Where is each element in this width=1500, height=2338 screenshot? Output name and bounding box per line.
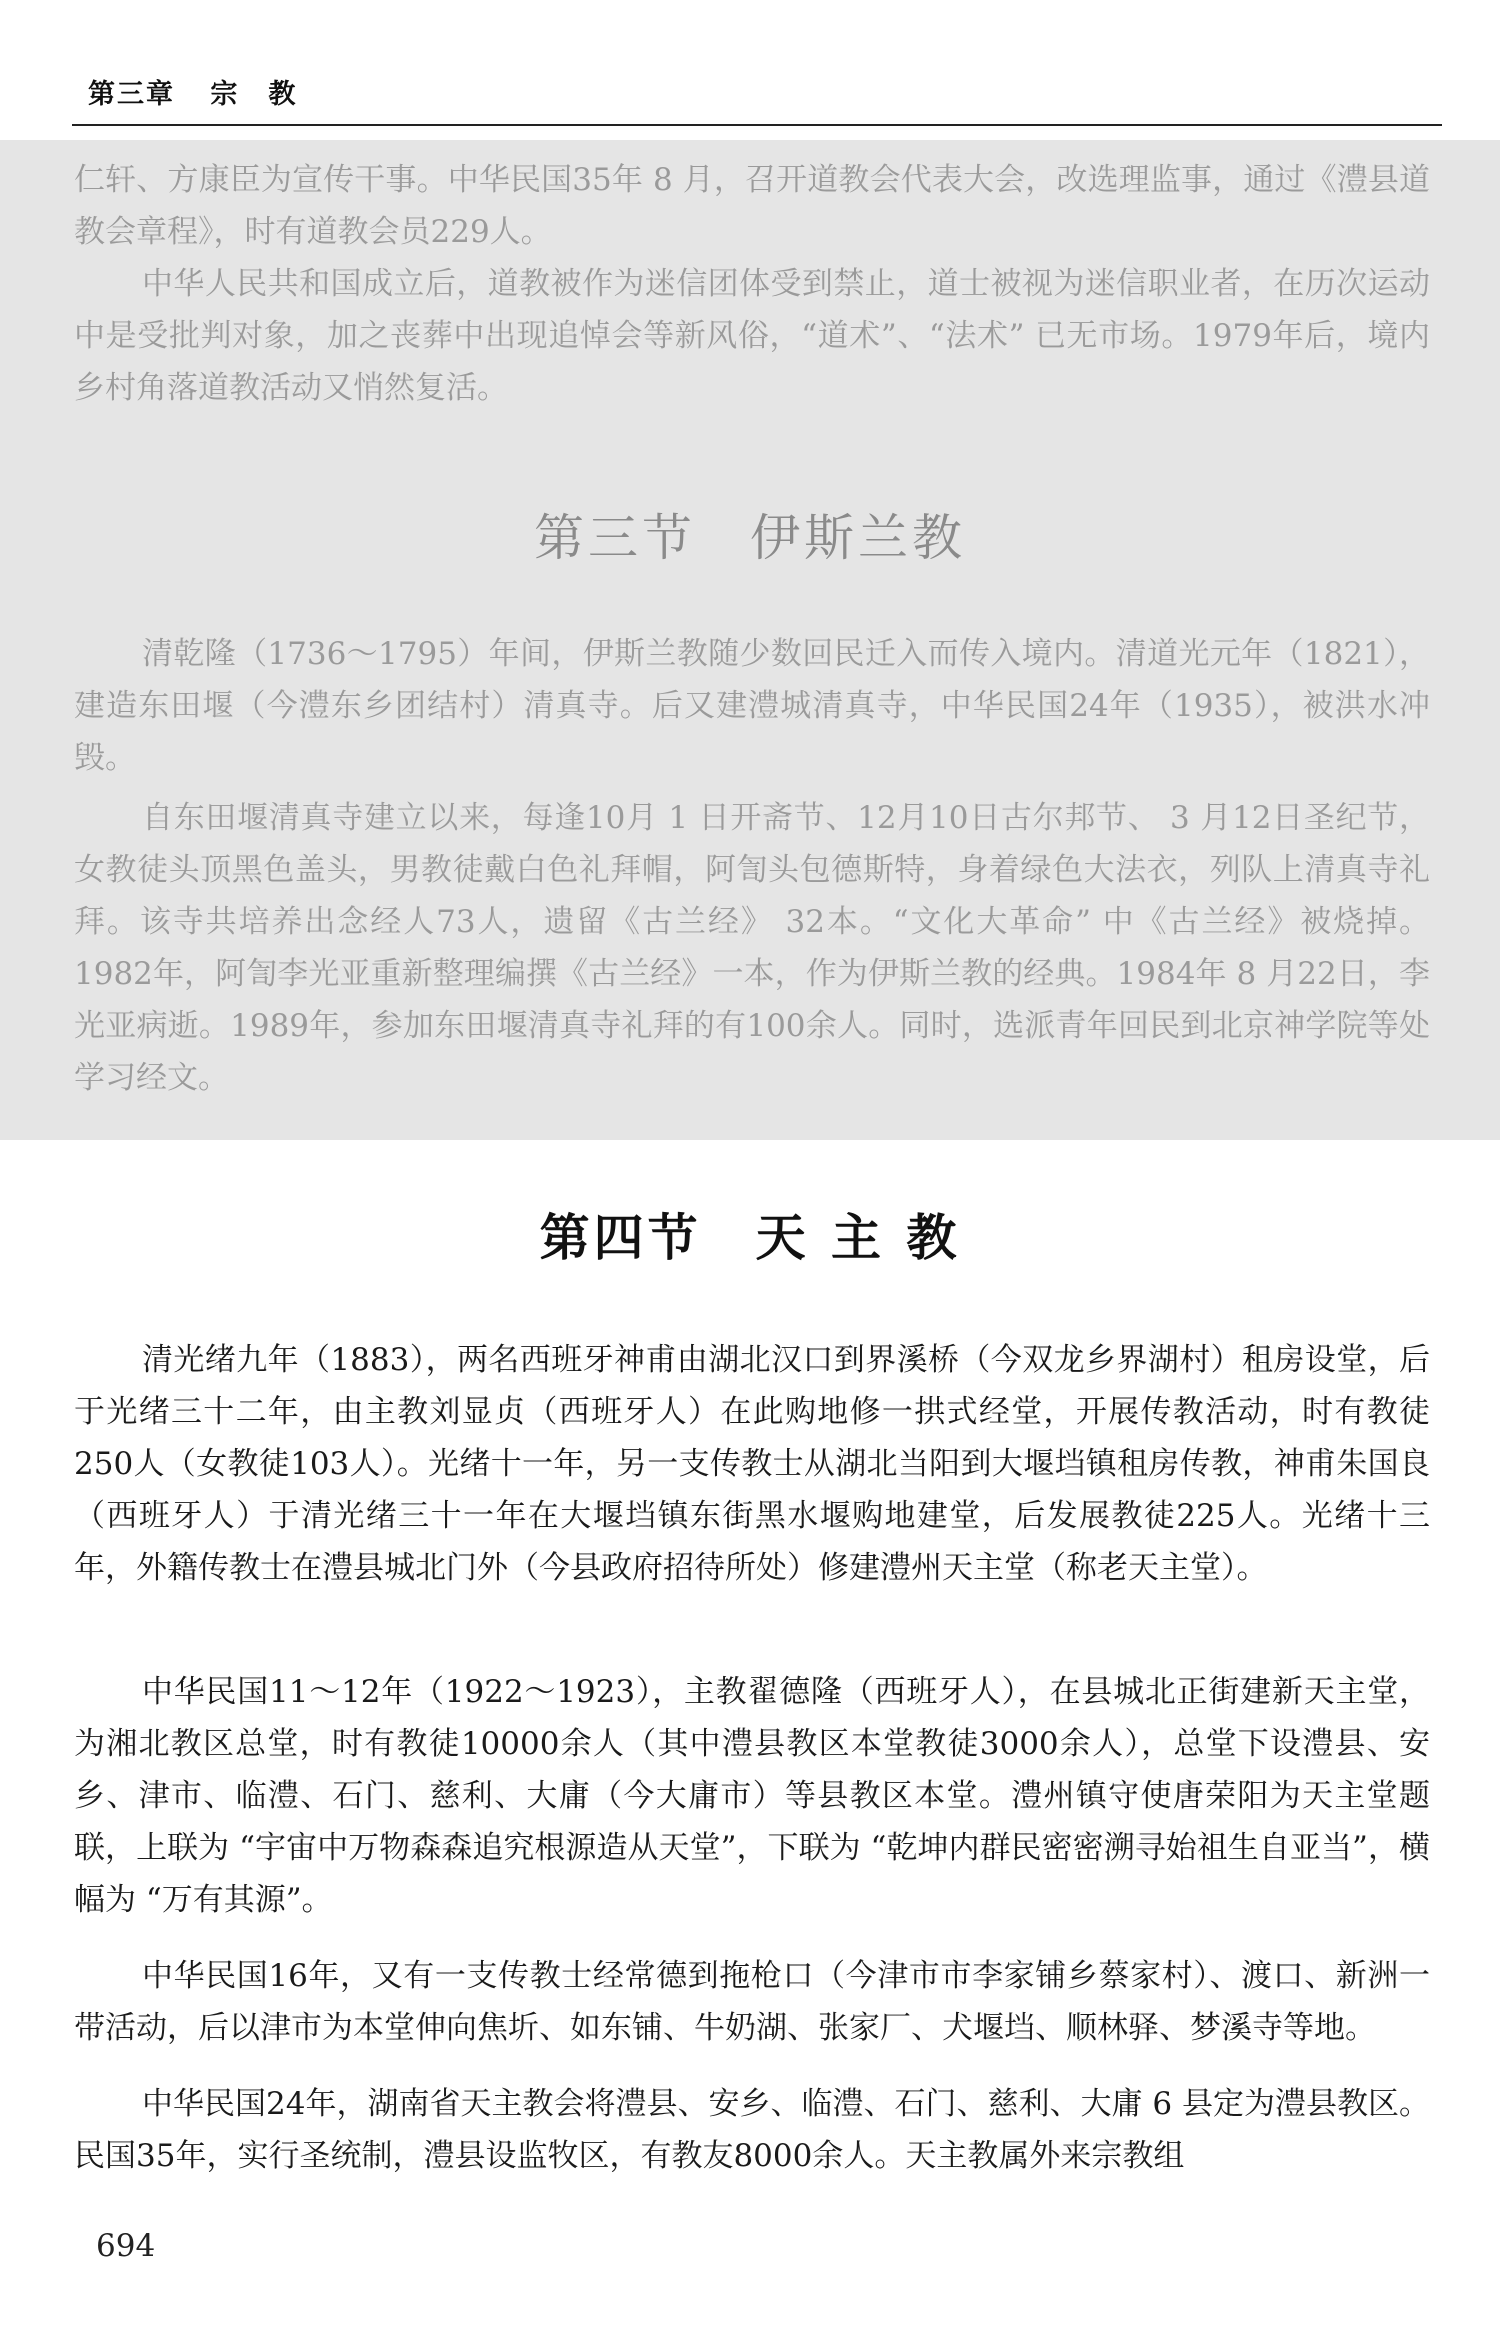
- section-4-paragraph-4: 中华民国24年，湖南省天主教会将澧县、安乡、临澧、石门、慈利、大庸 6 县定为澧县教区。民国35年，实行圣统制，澧县设监牧区，有教友8000余人。天主教属外来宗教组: [74, 2086, 1430, 2174]
- section-4-paragraph-1: 清光绪九年（1883），两名西班牙神甫由湖北汉口到界溪桥（今双龙乡界湖村）租房设堂，后于光绪三十二年，由主教刘显贞（西班牙人）在此购地修一拱式经堂，开展传教活动，时有教徒250人（女教徒103人）。光绪十一年，另一支传教士从湖北当阳到大堰垱镇租房传教，神甫朱国良（西班牙人）于清光绪三十一年在大堰垱镇东街黑水堰购地建堂，后发展教徒225人。光绪十三年，外籍传教士在澧县城北门外（今县政府招待所处）修建澧州天主堂（称老天主堂）。: [74, 1342, 1430, 1586]
- section-3-paragraph-1: 清乾隆（1736～1795）年间，伊斯兰教随少数回民迁入而传入境内。清道光元年（1821），建造东田堰（今澧东乡团结村）清真寺。后又建澧城清真寺，中华民国24年（1935），被洪水冲毁。: [74, 636, 1430, 776]
- header-rule: [72, 124, 1442, 126]
- chapter-label: 第三章: [88, 79, 175, 110]
- section-3-paragraph-2: 自东田堰清真寺建立以来，每逢10月 1 日开斋节、12月10日古尔邦节、 3 月12日圣纪节，女教徒头顶黑色盖头，男教徒戴白色礼拜帽，阿訇头包德斯特，身着绿色大法衣，列队上清真寺礼拜。该寺共培养出念经人73人，遗留《古兰经》 32本。“文化大革命” 中《古兰经》被烧掉。1982年，阿訇李光亚重新整理编撰《古兰经》一本，作为伊斯兰教的经典。1984年 8 月22日，李光亚病逝。1989年，参加东田堰清真寺礼拜的有100余人。同时，选派青年回民到北京神学院等处学习经文。: [74, 800, 1430, 1096]
- section-4-title: 第四节 天 主 教: [539, 1208, 961, 1267]
- section-4-paragraph-2: 中华民国11～12年（1922～1923），主教翟德隆（西班牙人），在县城北正街建新天主堂，为湘北教区总堂，时有教徒10000余人（其中澧县教区本堂教徒3000余人），总堂下设澧县、安乡、津市、临澧、石门、慈利、大庸（今大庸市）等县教区本堂。澧州镇守使唐荣阳为天主堂题联，上联为 “宇宙中万物森森追究根源造从天堂”，下联为 “乾坤内群民密密溯寻始祖生自亚当”，横幅为 “万有其源”。: [74, 1674, 1430, 1918]
- shaded-paragraph-1: 仁轩、方康臣为宣传干事。中华民国35年 8 月，召开道教会代表大会，改选理监事，通过《澧县道教会章程》，时有道教会员229人。: [74, 162, 1430, 250]
- shaded-previous-content: [0, 140, 1500, 1140]
- section-4-paragraph-3: 中华民国16年，又有一支传教士经常德到拖枪口（今津市市李家铺乡蔡家村）、渡口、新洲一带活动，后以津市为本堂伸向焦圻、如东铺、牛奶湖、张家厂、犬堰垱、顺林驿、梦溪寺等地。: [74, 1958, 1430, 2046]
- subject-label: 宗 教: [210, 79, 298, 110]
- shaded-paragraph-2: 中华人民共和国成立后，道教被作为迷信团体受到禁止，道士被视为迷信职业者，在历次运动中是受批判对象，加之丧葬中出现追悼会等新风俗，“道术”、“法术” 已无市场。1979年后，境内乡村角落道教活动又悄然复活。: [74, 266, 1430, 406]
- running-head: [88, 72, 321, 111]
- section-3-title: 第三节 伊斯兰教: [534, 509, 966, 567]
- page-number: 694: [96, 2228, 156, 2264]
